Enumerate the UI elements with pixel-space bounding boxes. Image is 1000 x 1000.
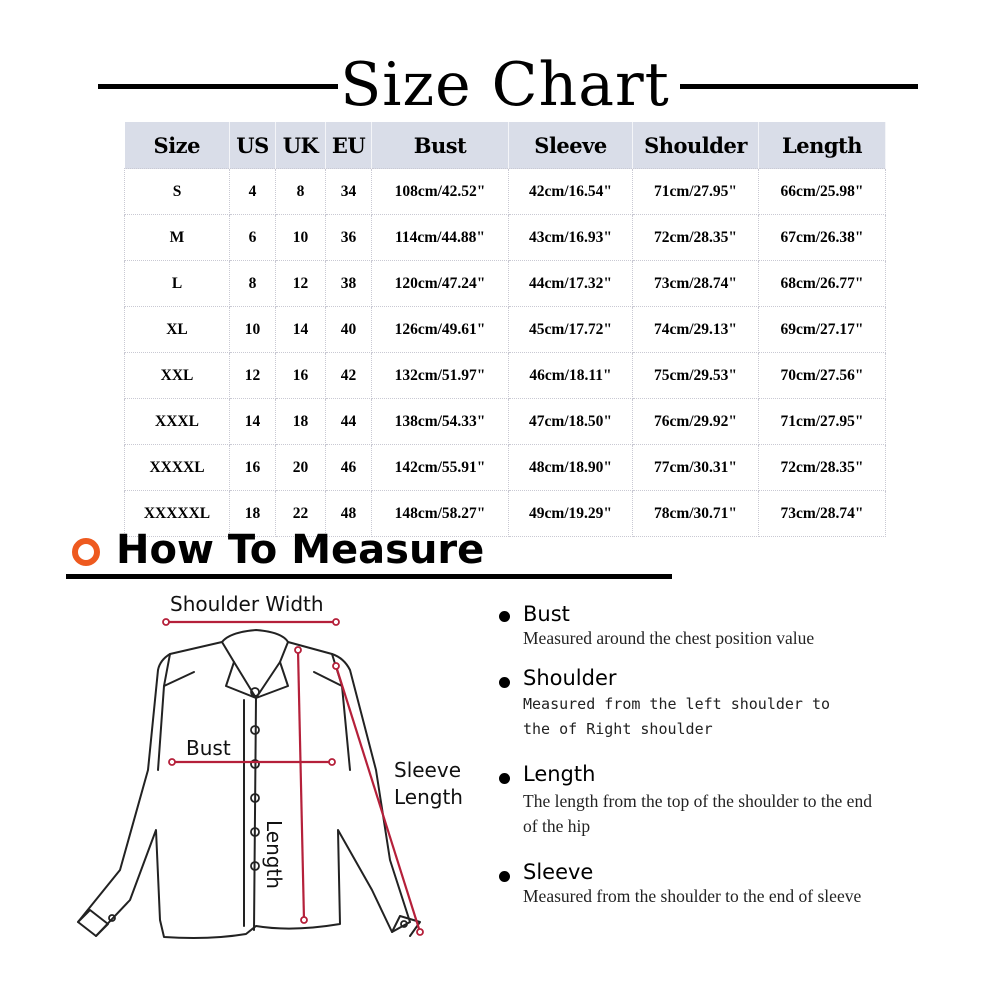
table-cell: 20 <box>276 445 326 491</box>
table-cell: 40 <box>326 307 372 353</box>
table-cell: 8 <box>230 261 276 307</box>
table-row <box>125 445 886 491</box>
table-cell: 76cm/29.92" <box>633 399 759 445</box>
definition-description: Measured around the chest position value <box>523 628 815 648</box>
table-cell: 148cm/58.27" <box>372 491 509 537</box>
table-cell: XXXXXL <box>125 491 230 537</box>
table-cell: 78cm/30.71" <box>633 491 759 537</box>
table-cell: 6 <box>230 215 276 261</box>
table-row <box>125 169 886 215</box>
definition-title: Bust <box>523 602 570 626</box>
table-cell: 46 <box>326 445 372 491</box>
table-cell: 45cm/17.72" <box>509 307 633 353</box>
table-cell: 12 <box>276 261 326 307</box>
table-cell: 18 <box>230 491 276 537</box>
table-cell: 75cm/29.53" <box>633 353 759 399</box>
bullet-icon <box>499 611 510 622</box>
how-to-measure-title: How To Measure <box>116 527 485 573</box>
size-chart-header <box>0 48 1000 128</box>
definition-description: The length from the top of the shoulder to the end of the hip <box>523 791 872 836</box>
table-cell: 4 <box>230 169 276 215</box>
table-cell: 73cm/28.74" <box>633 261 759 307</box>
table-cell: 74cm/29.13" <box>633 307 759 353</box>
table-cell: 46cm/18.11" <box>509 353 633 399</box>
table-cell: 77cm/30.31" <box>633 445 759 491</box>
table-cell: 72cm/28.35" <box>759 445 886 491</box>
table-cell: 114cm/44.88" <box>372 215 509 261</box>
table-cell: XL <box>125 307 230 353</box>
table-cell: 108cm/42.52" <box>372 169 509 215</box>
size-chart-title: Size Chart <box>340 50 670 120</box>
table-cell: 120cm/47.24" <box>372 261 509 307</box>
table-body <box>125 169 886 537</box>
table-cell: 36 <box>326 215 372 261</box>
table-cell: 16 <box>230 445 276 491</box>
table-cell: 71cm/27.95" <box>759 399 886 445</box>
table-cell: 44 <box>326 399 372 445</box>
table-cell: 69cm/27.17" <box>759 307 886 353</box>
table-cell: 44cm/17.32" <box>509 261 633 307</box>
table-cell: 42cm/16.54" <box>509 169 633 215</box>
table-cell: 66cm/25.98" <box>759 169 886 215</box>
length-line <box>298 650 304 920</box>
length-label: Length <box>262 820 286 889</box>
table-cell: 10 <box>230 307 276 353</box>
table-cell: 10 <box>276 215 326 261</box>
sleeve-length-label: Length <box>394 785 463 809</box>
table-cell: 12 <box>230 353 276 399</box>
definition-description: Measured from the shoulder to the end of sleeve <box>523 886 862 906</box>
table-row <box>125 261 886 307</box>
bullet-icon <box>499 677 510 688</box>
table-cell: 34 <box>326 169 372 215</box>
table-cell: 70cm/27.56" <box>759 353 886 399</box>
table-cell: 71cm/27.95" <box>633 169 759 215</box>
column-header-uk: UK <box>276 122 326 169</box>
table-row <box>125 215 886 261</box>
table-cell: S <box>125 169 230 215</box>
title-rule-right <box>680 84 918 89</box>
definition-title: Length <box>523 762 596 786</box>
definition-description: Measured from the left shoulder to the of Right shoulder <box>523 695 831 738</box>
table-cell: 18 <box>276 399 326 445</box>
table-cell: 47cm/18.50" <box>509 399 633 445</box>
table-cell: 132cm/51.97" <box>372 353 509 399</box>
column-header-length: Length <box>759 122 886 169</box>
title-rule-left <box>98 84 338 89</box>
sleeve-label: Sleeve <box>394 758 462 782</box>
table-cell: 73cm/28.74" <box>759 491 886 537</box>
bullet-icon <box>499 871 510 882</box>
table-row <box>125 353 886 399</box>
definition-title: Sleeve <box>523 860 594 884</box>
table-cell: 68cm/26.77" <box>759 261 886 307</box>
table-cell: 8 <box>276 169 326 215</box>
size-table <box>124 122 886 537</box>
table-cell: XXXXL <box>125 445 230 491</box>
column-header-shoulder: Shoulder <box>633 122 759 169</box>
table-row <box>125 307 886 353</box>
bullet-icon <box>499 773 510 784</box>
column-header-sleeve: Sleeve <box>509 122 633 169</box>
column-header-eu: EU <box>326 122 372 169</box>
bust-label: Bust <box>186 736 231 760</box>
column-header-size: Size <box>125 122 230 169</box>
orange-ring-icon <box>72 538 100 566</box>
table-cell: 38 <box>326 261 372 307</box>
table-cell: M <box>125 215 230 261</box>
table-cell: L <box>125 261 230 307</box>
table-cell: 72cm/28.35" <box>633 215 759 261</box>
column-header-us: US <box>230 122 276 169</box>
shoulder-width-label: Shoulder Width <box>170 592 324 616</box>
shirt-measurement-diagram <box>60 590 490 990</box>
definition-title: Shoulder <box>523 666 617 690</box>
table-cell: XXXL <box>125 399 230 445</box>
table-cell: 14 <box>276 307 326 353</box>
table-cell: 14 <box>230 399 276 445</box>
table-cell: XXL <box>125 353 230 399</box>
table-row <box>125 399 886 445</box>
table-cell: 22 <box>276 491 326 537</box>
column-header-bust: Bust <box>372 122 509 169</box>
table-cell: 42 <box>326 353 372 399</box>
table-cell: 138cm/54.33" <box>372 399 509 445</box>
table-cell: 49cm/19.29" <box>509 491 633 537</box>
how-to-measure-rule <box>66 574 672 579</box>
table-cell: 16 <box>276 353 326 399</box>
table-cell: 43cm/16.93" <box>509 215 633 261</box>
table-cell: 48 <box>326 491 372 537</box>
table-cell: 142cm/55.91" <box>372 445 509 491</box>
table-cell: 48cm/18.90" <box>509 445 633 491</box>
table-cell: 126cm/49.61" <box>372 307 509 353</box>
table-header-row <box>125 122 886 169</box>
table-cell: 67cm/26.38" <box>759 215 886 261</box>
